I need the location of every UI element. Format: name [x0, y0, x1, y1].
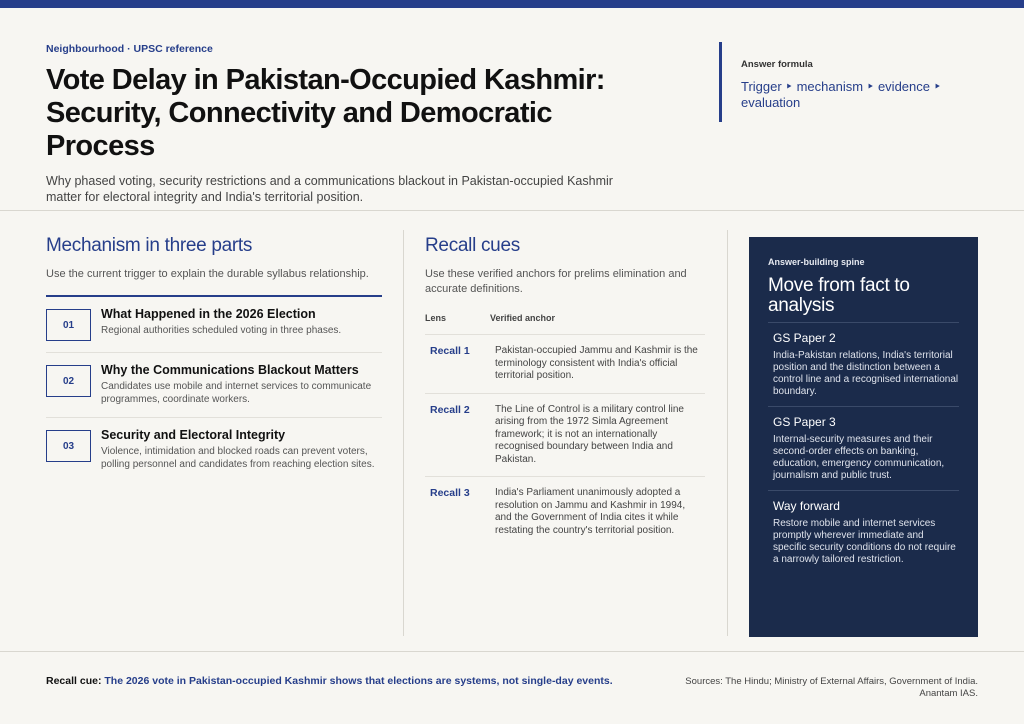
recall-lens: Recall 2	[430, 403, 470, 416]
mechanism-number-badge: 03	[46, 430, 91, 462]
table-row	[425, 477, 705, 547]
recall-table-header	[425, 313, 705, 335]
panel-section-title: Way forward	[773, 499, 840, 513]
answer-formula-label: Answer formula	[741, 59, 813, 70]
section-kicker: Neighbourhood · UPSC reference	[46, 43, 213, 55]
header-divider	[0, 210, 1024, 211]
mechanism-section	[46, 235, 382, 482]
mechanism-item-text: Violence, intimidation and blocked roads can prevent voters, polling personnel and candidates from reaching election sites.	[101, 446, 375, 470]
table-row	[425, 394, 705, 478]
panel-section	[768, 490, 959, 574]
panel-section-text: Restore mobile and internet services promptly wherever immediate and specific security conditions do not require a narrowly tailored restriction.	[773, 518, 956, 565]
page-subtitle: Why phased voting, security restrictions and a communications blackout in Pakistan-occupied Kashmir matter for electoral integrity and India's territorial position.	[46, 174, 613, 204]
mechanism-number-badge: 01	[46, 309, 91, 341]
footer-recall-cue	[46, 675, 646, 688]
recall-heading: Recall cues	[425, 235, 520, 256]
recall-subheading: Use these verified anchors for prelims elimination and accurate definitions.	[425, 268, 687, 295]
panel-section-title: GS Paper 2	[773, 331, 836, 345]
panel-section	[768, 406, 959, 490]
mechanism-item-text: Regional authorities scheduled voting in three phases.	[101, 325, 342, 336]
panel-section-text: Internal-security measures and their second-order effects on banking, education, emergency communication, journalism and public trust.	[773, 434, 945, 481]
recall-anchor-text: India's Parliament unanimously adopted a resolution on Jammu and Kashmir in 1994, and the Government of India cites it while restating the country's territorial position.	[495, 487, 686, 536]
footer-cue-label: Recall cue:	[46, 675, 102, 687]
column-header-anchor: Verified anchor	[490, 313, 556, 323]
mechanism-item	[46, 418, 382, 482]
footer-cue-text: The 2026 vote in Pakistan-occupied Kashmir shows that elections are systems, not single-day events.	[104, 675, 613, 687]
recall-section	[425, 235, 705, 547]
panel-section-title: GS Paper 3	[773, 415, 836, 429]
recall-lens: Recall 3	[430, 487, 470, 499]
column-header-lens: Lens	[425, 313, 447, 323]
answer-formula-box	[719, 42, 979, 122]
panel-section-text: India-Pakistan relations, India's territorial position and the distinction between a control line and a recognised international boundary.	[773, 350, 959, 397]
column-divider	[403, 230, 404, 636]
answer-formula-text: Trigger ‣ mechanism ‣ evidence ‣ evaluation	[741, 79, 942, 110]
panel-section	[768, 322, 959, 406]
mechanism-item-text: Candidates use mobile and internet services to communicate programmes, coordinate workers.	[101, 381, 372, 405]
page-title: Vote Delay in Pakistan-Occupied Kashmir: Security, Connectivity and Democratic Process	[46, 64, 605, 162]
mechanism-subheading: Use the current trigger to explain the durable syllabus relationship.	[46, 268, 369, 280]
answer-spine-panel	[749, 237, 978, 637]
footer-divider	[0, 651, 1024, 652]
mechanism-heading: Mechanism in three parts	[46, 235, 253, 256]
mechanism-number-badge: 02	[46, 365, 91, 397]
footer-sources: Sources: The Hindu; Ministry of External Affairs, Government of India. Anantam IAS.	[685, 676, 978, 699]
mechanism-item	[46, 353, 382, 418]
mechanism-item-title: Security and Electoral Integrity	[101, 428, 286, 442]
table-row	[425, 335, 705, 394]
recall-anchor-text: The Line of Control is a military control line arising from the 1972 Simla Agreement framework; it is not an internationally recognised boundary between India and Pakistan.	[495, 403, 684, 465]
mechanism-item-title: Why the Communications Blackout Matters	[101, 363, 359, 377]
recall-anchor-text: Pakistan-occupied Jammu and Kashmir is the terminology consistent with India's official territorial position.	[495, 345, 698, 381]
column-divider	[727, 230, 728, 636]
panel-kicker: Answer-building spine	[768, 257, 865, 267]
mechanism-item	[46, 297, 382, 353]
top-accent-bar	[0, 0, 1024, 8]
mechanism-item-title: What Happened in the 2026 Election	[101, 307, 316, 321]
panel-title: Move from fact to analysis	[768, 275, 910, 316]
recall-lens: Recall 1	[430, 345, 470, 357]
